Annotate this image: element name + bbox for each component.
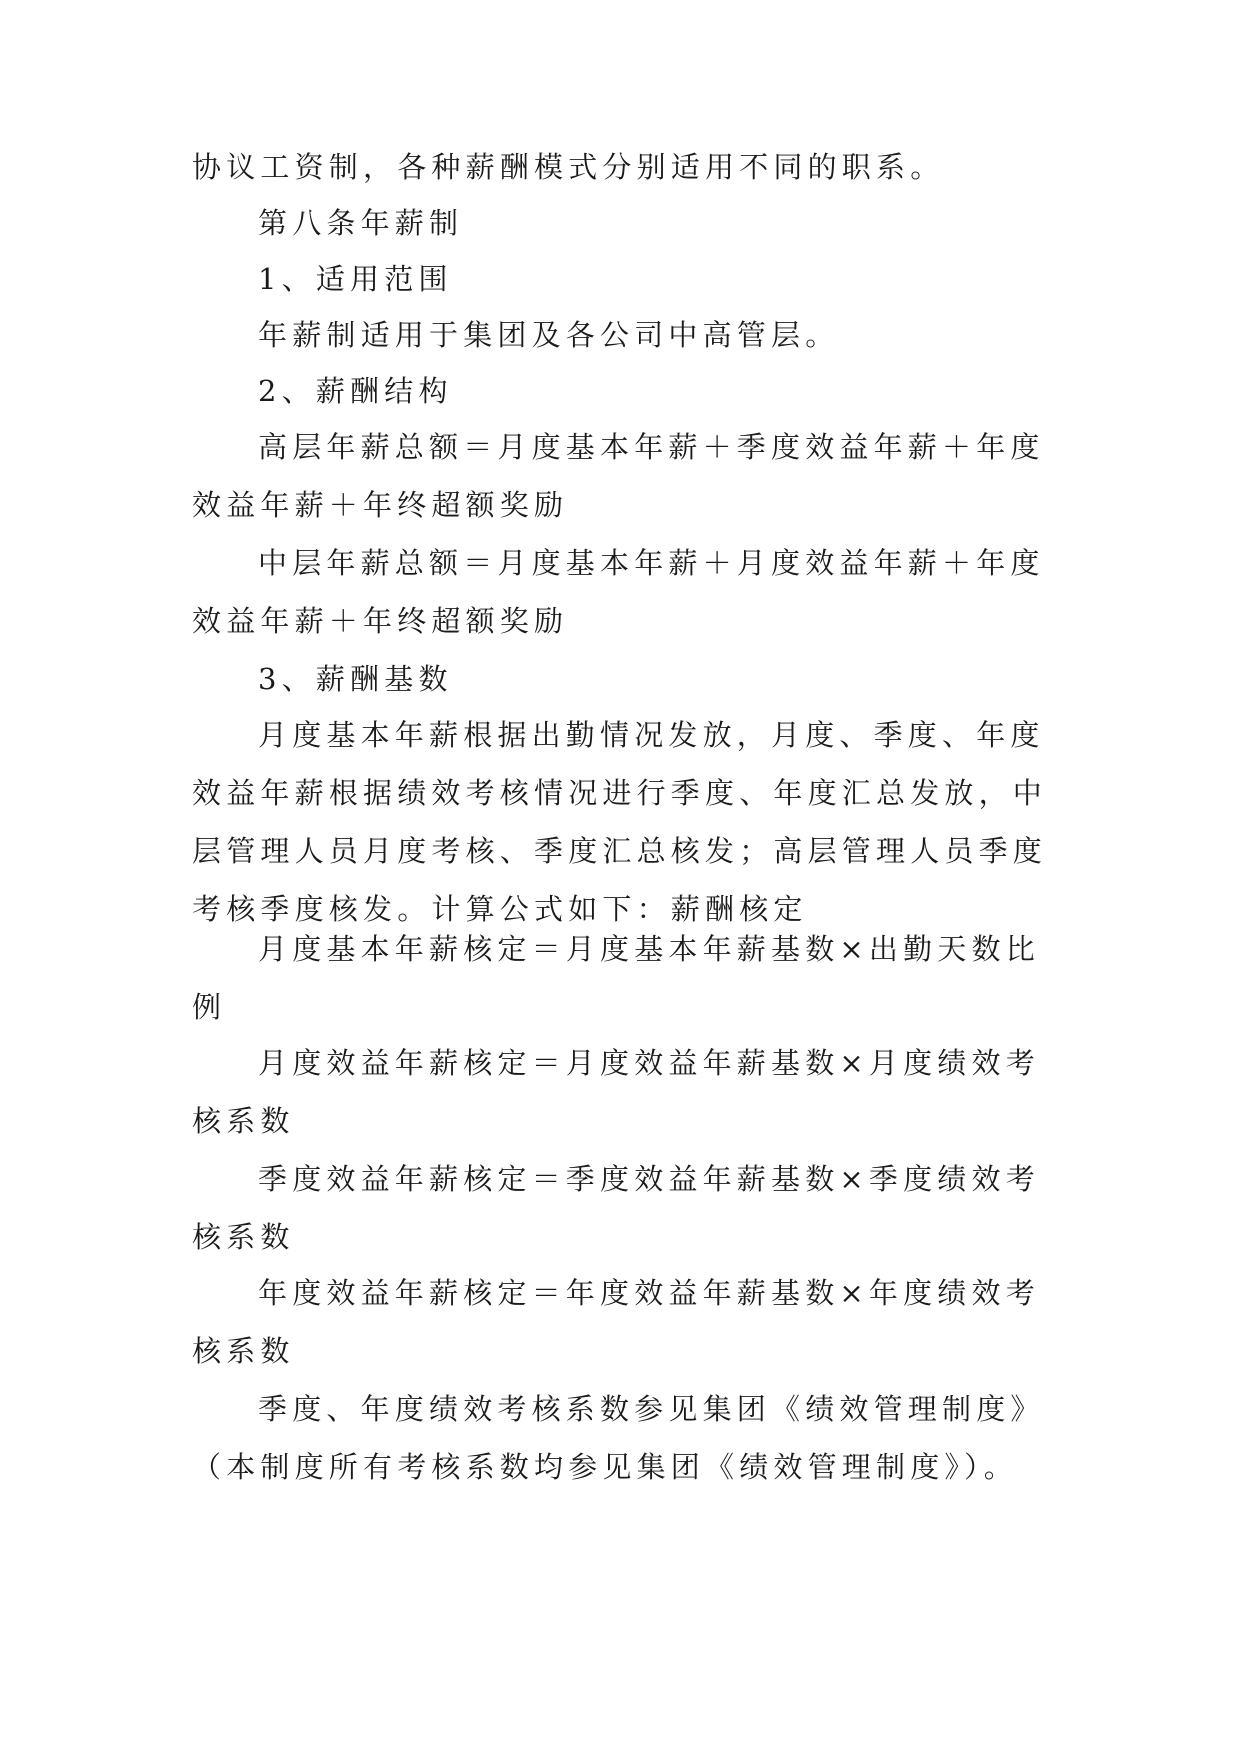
formula-monthly-benefit: 月度效益年薪核定＝月度效益年薪基数×月度绩效考核系数 <box>192 1046 1040 1138</box>
formula-quarterly-benefit: 季度效益年薪核定＝季度效益年薪基数×季度绩效考核系数 <box>192 1162 1040 1254</box>
formula-annual-benefit: 年度效益年薪核定＝年度效益年薪基数×年度绩效考核系数 <box>192 1276 1040 1368</box>
section-1-heading: 1、适用范围 <box>258 262 453 296</box>
section-2-heading: 2、薪酬结构 <box>258 374 453 408</box>
formula-monthly-base: 月度基本年薪核定＝月度基本年薪基数×出勤天数比例 <box>192 932 1040 1024</box>
article-8-heading: 第八条年薪制 <box>258 206 464 240</box>
paragraph-coefficient-reference: 季度、年度绩效考核系数参见集团《绩效管理制度》（本制度所有考核系数均参见集团《绩效管理制度》）。 <box>192 1392 1045 1484</box>
paragraph-base-description: 月度基本年薪根据出勤情况发放，月度、季度、年度效益年薪根据绩效考核情况进行季度、年度汇总发放，中层管理人员月度考核、季度汇总核发；高层管理人员季度考核季度核发。计算公式如下：薪酬核定 <box>192 718 1048 926</box>
paragraph-middle-formula: 中层年薪总额＝月度基本年薪＋月度效益年薪＋年度效益年薪＋年终超额奖励 <box>192 546 1045 638</box>
paragraph-1: 协议工资制，各种薪酬模式分别适用不同的职系。 <box>192 150 945 184</box>
paragraph-senior-formula: 高层年薪总额＝月度基本年薪＋季度效益年薪＋年度效益年薪＋年终超额奖励 <box>192 430 1045 522</box>
section-3-heading: 3、薪酬基数 <box>258 662 453 696</box>
paragraph-scope: 年薪制适用于集团及各公司中高管层。 <box>258 318 840 352</box>
